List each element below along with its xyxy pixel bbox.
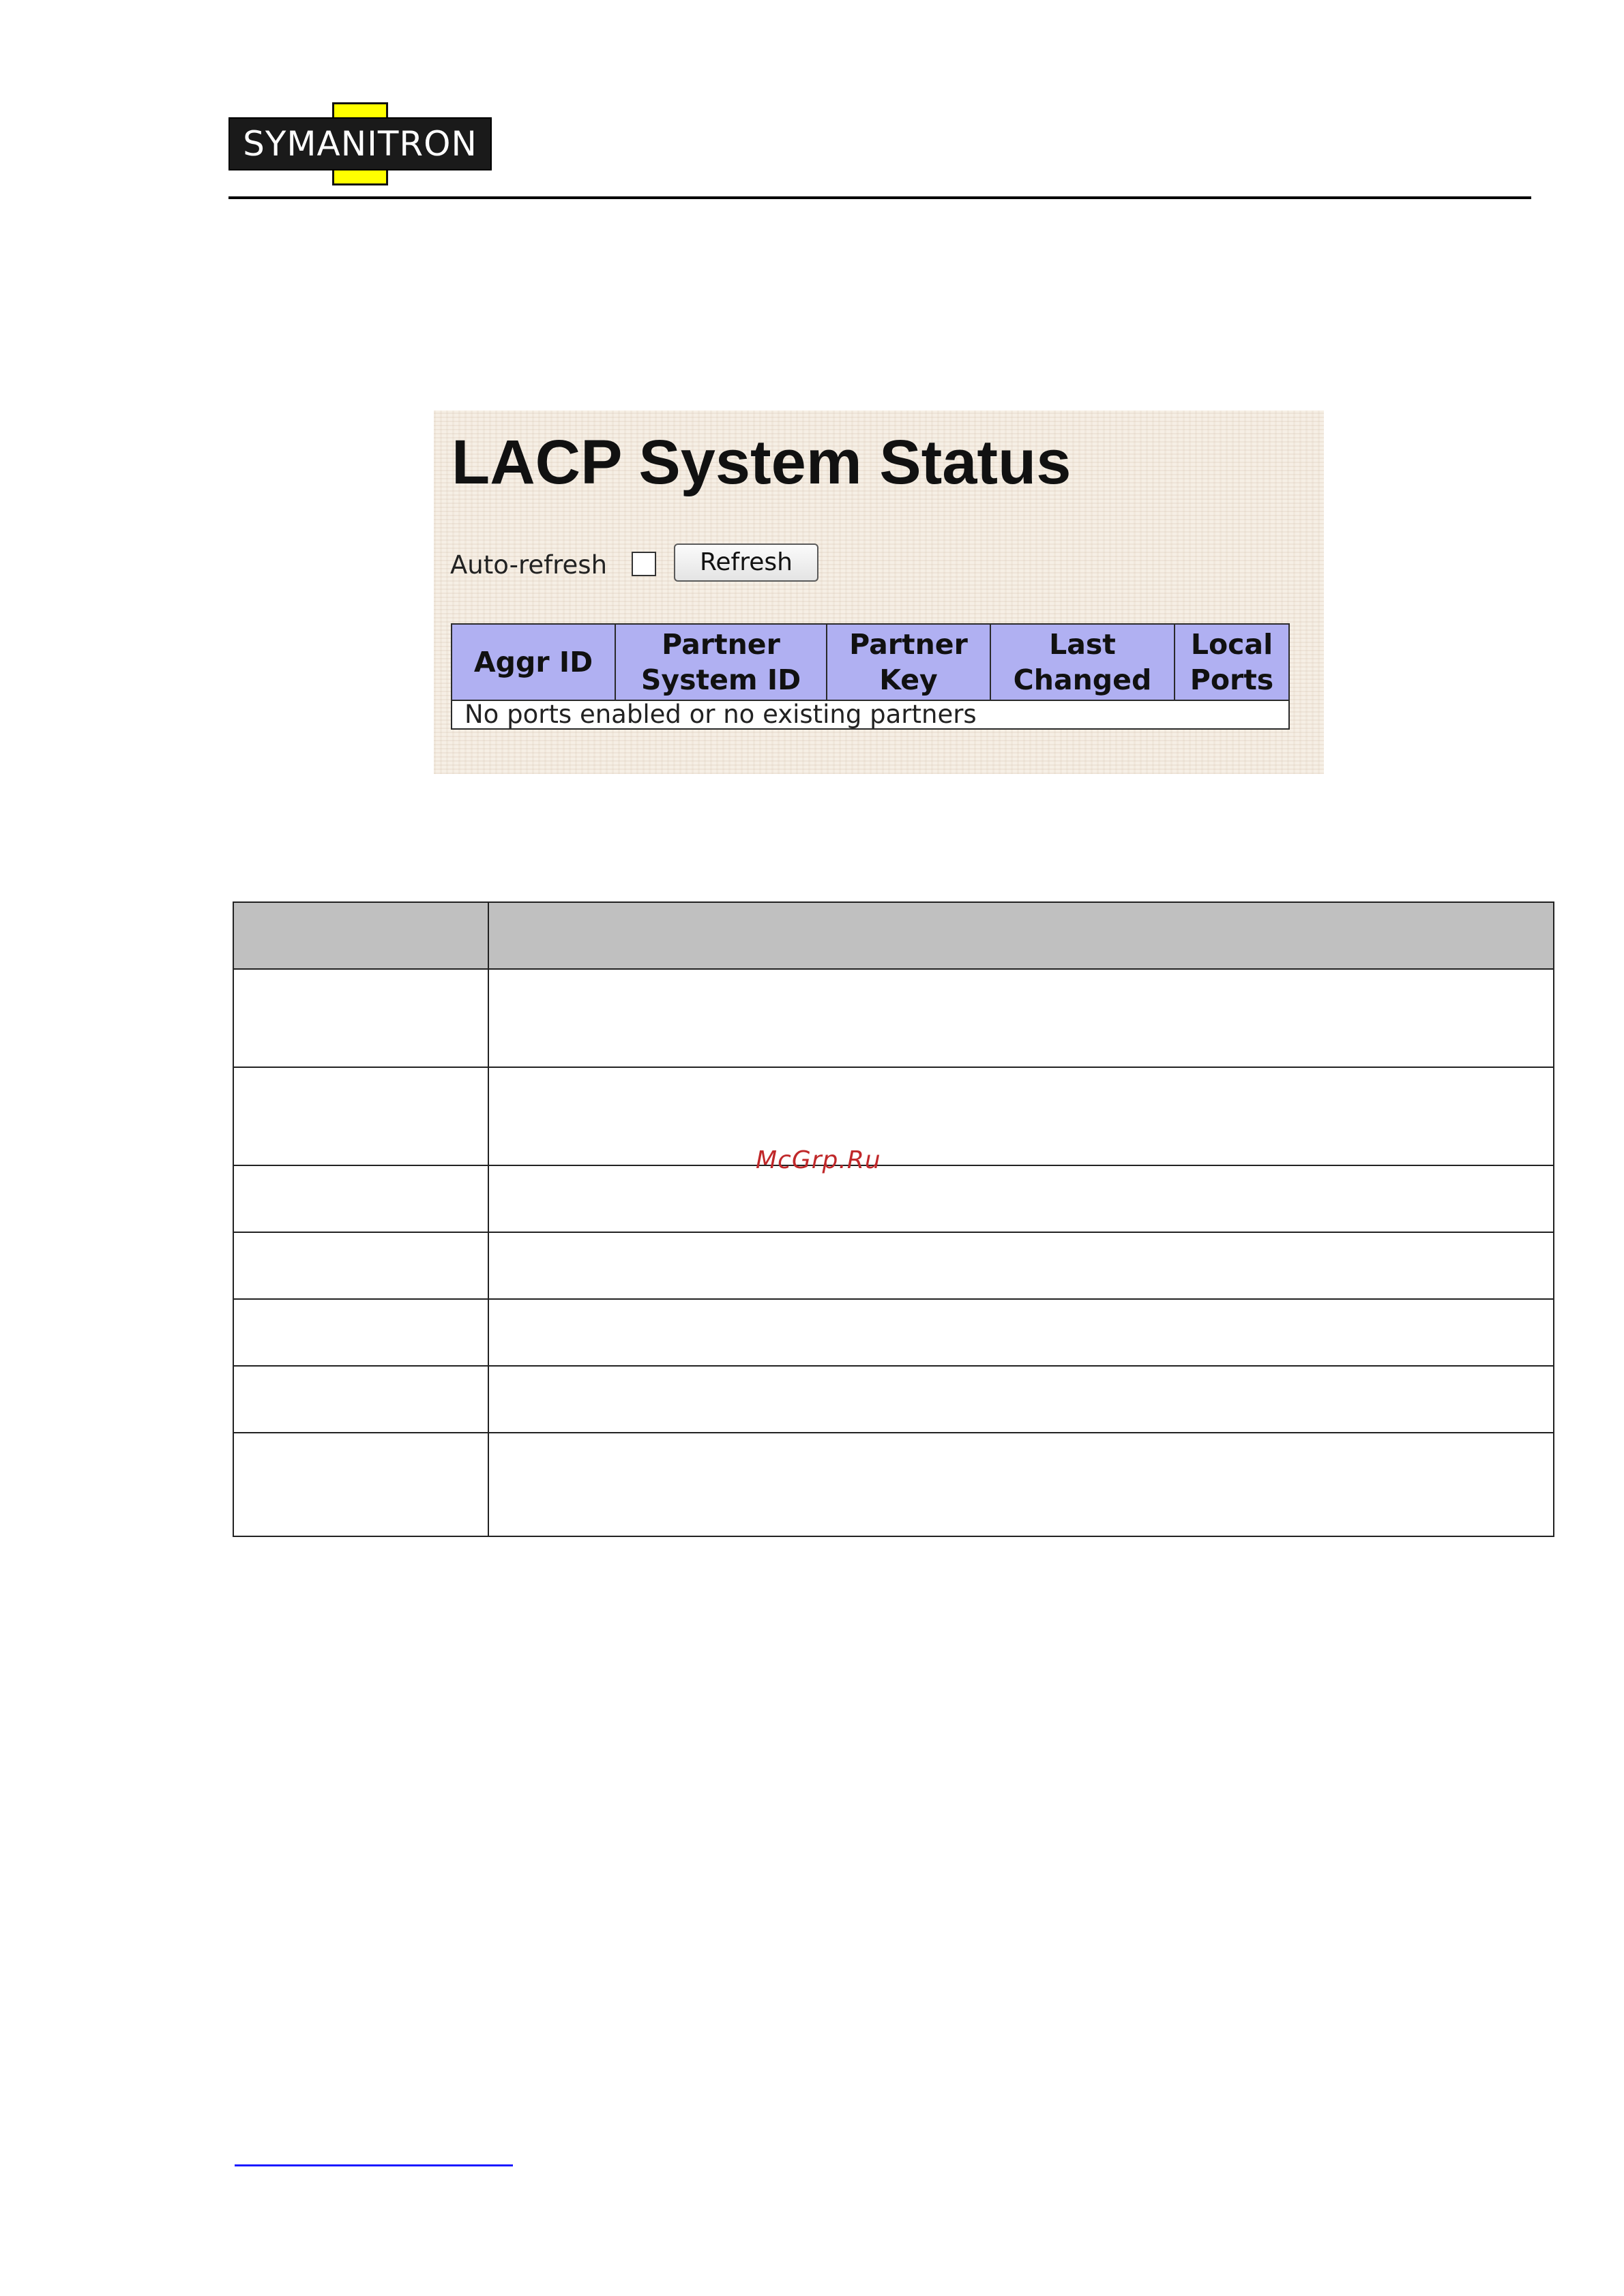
header-label: Key	[879, 664, 938, 696]
col-partner-system-id	[615, 624, 827, 700]
empty-row-message: No ports enabled or no existing partners	[452, 700, 1289, 729]
param-description-cell	[488, 1165, 1554, 1232]
refresh-button[interactable]: Refresh	[674, 543, 818, 582]
param-label-cell	[233, 1366, 488, 1433]
footer-link-underline[interactable]	[235, 2164, 513, 2166]
table-row	[233, 969, 1554, 1067]
table-row	[452, 700, 1289, 729]
lacp-status-screenshot	[434, 411, 1324, 774]
table-row	[233, 1366, 1554, 1433]
param-description-cell	[488, 1366, 1554, 1433]
header-label: Local	[1190, 628, 1273, 661]
col-partner-key	[827, 624, 990, 700]
param-description-cell	[488, 1433, 1554, 1536]
param-description-cell	[488, 1299, 1554, 1366]
table-row	[233, 1433, 1554, 1536]
header-label: Partner	[662, 628, 780, 661]
header-divider	[228, 196, 1531, 199]
param-header-description-cell	[488, 902, 1554, 969]
page-title: LACP System Status	[452, 428, 1072, 497]
param-label-cell	[233, 969, 488, 1067]
table-row	[233, 1299, 1554, 1366]
param-description-cell	[488, 969, 1554, 1067]
symanitron-logo	[228, 102, 492, 185]
param-description-cell	[488, 1067, 1554, 1165]
parameter-table	[233, 901, 1554, 1537]
col-aggr-id	[452, 624, 615, 700]
col-local-ports	[1175, 624, 1289, 700]
auto-refresh-label: Auto-refresh	[450, 550, 608, 580]
header-label: Changed	[1013, 664, 1152, 696]
table-row	[233, 1232, 1554, 1299]
auto-refresh-checkbox[interactable]	[632, 552, 656, 576]
param-label-cell	[233, 1299, 488, 1366]
param-header-label-cell	[233, 902, 488, 969]
param-label-cell	[233, 1232, 488, 1299]
param-label-cell	[233, 1067, 488, 1165]
col-last-changed	[990, 624, 1175, 700]
param-label-cell	[233, 1433, 488, 1536]
header-label: Last	[1049, 628, 1116, 661]
header-label: System ID	[640, 664, 801, 696]
watermark-text: McGrp.Ru	[756, 1146, 881, 1174]
param-description-cell	[488, 1232, 1554, 1299]
table-header-row	[452, 624, 1289, 700]
param-header-row	[233, 902, 1554, 969]
header-label: Ports	[1190, 664, 1274, 696]
header-label: Partner	[849, 628, 968, 661]
logo-text: SYMANITRON	[243, 124, 477, 164]
table-row	[233, 1165, 1554, 1232]
header-label: Aggr ID	[473, 646, 593, 679]
param-label-cell	[233, 1165, 488, 1232]
lacp-status-table	[451, 623, 1290, 730]
table-row	[233, 1067, 1554, 1165]
